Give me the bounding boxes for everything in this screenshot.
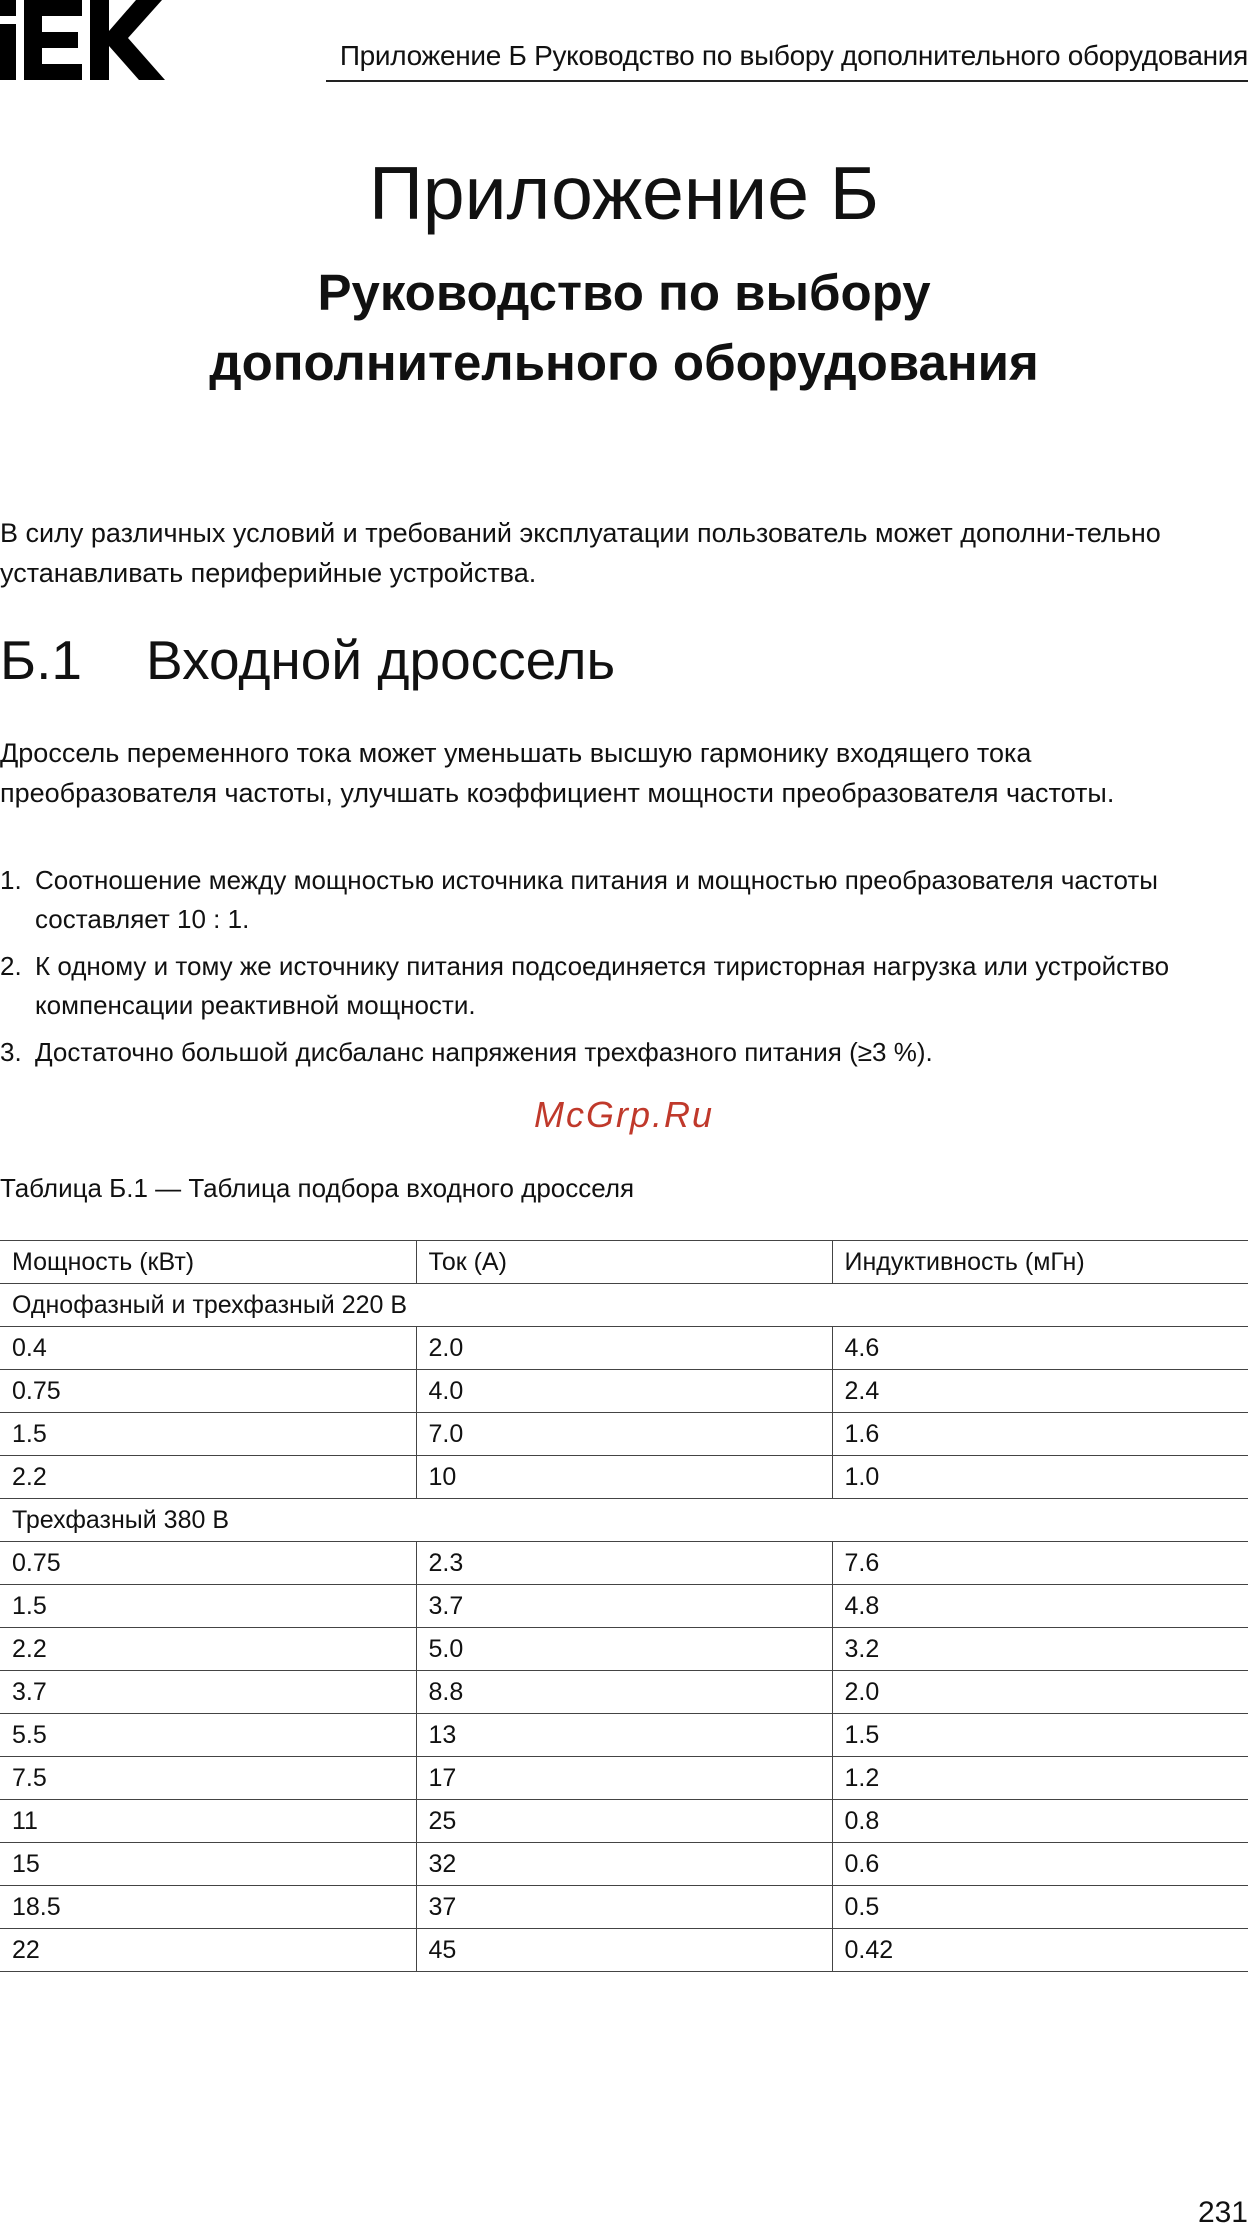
list-item-text: К одному и тому же источнику питания подсоединяется тиристорная нагрузка или устройство компенсации реактивной мощности. [35,951,1170,1020]
subtitle-line: Руководство по выбору [317,264,931,321]
table-cell: 1.5 [832,1714,1248,1757]
list-item [0,1033,1248,1072]
list-item-number: 3. [0,1037,22,1067]
table-row [0,1757,1248,1800]
group-label: Однофазный и трехфазный 220 В [0,1284,1248,1327]
reactor-selection-table [0,1240,1248,1972]
table-row [0,1628,1248,1671]
watermark: McGrp.Ru [533,1094,715,1135]
column-header: Индуктивность (мГн) [832,1241,1248,1284]
table-cell: 2.3 [416,1542,832,1585]
table-cell: 0.6 [832,1843,1248,1886]
header-rule [326,80,1248,82]
table-row [0,1327,1248,1370]
table-row [0,1929,1248,1972]
table-cell: 45 [416,1929,832,1972]
table-caption: Таблица Б.1 — Таблица подбора входного дросселя [0,1173,635,1203]
table-cell: 3.2 [832,1628,1248,1671]
table-cell: 11 [0,1800,416,1843]
group-row [0,1284,1248,1327]
appendix-title: Приложение Б [369,151,879,235]
section-heading [0,628,615,692]
appendix-subtitle [0,258,1248,398]
list-item-text: Соотношение между мощностью источника питания и мощностью преобразователя частоты составляет 10 : 1. [35,865,1158,934]
table-cell: 3.7 [0,1671,416,1714]
table-cell: 1.5 [0,1413,416,1456]
table-cell: 4.6 [832,1327,1248,1370]
table-row [0,1585,1248,1628]
table-cell: 2.0 [832,1671,1248,1714]
table-row [0,1542,1248,1585]
section-number: Б.1 [0,629,82,691]
table-cell: 5.5 [0,1714,416,1757]
table-cell: 7.6 [832,1542,1248,1585]
table-row [0,1413,1248,1456]
table-cell: 1.2 [832,1757,1248,1800]
table-cell: 37 [416,1886,832,1929]
table-cell: 7.5 [0,1757,416,1800]
list-item [0,861,1248,939]
table-cell: 0.75 [0,1370,416,1413]
table-cell: 32 [416,1843,832,1886]
table-row [0,1800,1248,1843]
section-paragraph: Дроссель переменного тока может уменьшать высшую гармонику входящего тока преобразователя частоты, улучшать коэффициент мощности преобразователя частоты. [0,738,1115,808]
list-item [0,947,1248,1025]
group-label: Трехфазный 380 В [0,1499,1248,1542]
table-row [0,1671,1248,1714]
table-cell: 2.2 [0,1628,416,1671]
table-cell: 2.4 [832,1370,1248,1413]
column-header: Ток (А) [416,1241,832,1284]
conditions-list [0,861,1248,1080]
table-row [0,1370,1248,1413]
section-title: Входной дроссель [146,629,616,691]
group-row [0,1499,1248,1542]
table-cell: 17 [416,1757,832,1800]
table-header-row [0,1241,1248,1284]
table-cell: 0.5 [832,1886,1248,1929]
table-cell: 10 [416,1456,832,1499]
list-item-number: 1. [0,865,22,895]
page-number: 231 [1197,2196,1248,2229]
running-header: Приложение Б Руководство по выбору дополнительного оборудования [339,40,1248,71]
table-cell: 3.7 [416,1585,832,1628]
table-cell: 0.4 [0,1327,416,1370]
table-cell: 7.0 [416,1413,832,1456]
column-header: Мощность (кВт) [0,1241,416,1284]
table-cell: 2.0 [416,1327,832,1370]
table-cell: 0.8 [832,1800,1248,1843]
intro-paragraph: В силу различных условий и требований эксплуатации пользователь может дополни-тельно устанавливать периферийные устройства. [0,518,1161,588]
list-item-text: Достаточно большой дисбаланс напряжения трехфазного питания (≥3 %). [35,1037,933,1067]
table-cell: 5.0 [416,1628,832,1671]
table-cell: 25 [416,1800,832,1843]
subtitle-line: дополнительного оборудования [209,334,1039,391]
table-cell: 0.75 [0,1542,416,1585]
table-cell: 0.42 [832,1929,1248,1972]
table-cell: 1.0 [832,1456,1248,1499]
iek-logo [0,0,165,80]
table-row [0,1843,1248,1886]
table-cell: 18.5 [0,1886,416,1929]
table-row [0,1714,1248,1757]
table-row [0,1886,1248,1929]
table-cell: 1.6 [832,1413,1248,1456]
list-item-number: 2. [0,951,22,981]
table-cell: 8.8 [416,1671,832,1714]
table-row [0,1456,1248,1499]
table-cell: 13 [416,1714,832,1757]
table-cell: 15 [0,1843,416,1886]
table-cell: 4.0 [416,1370,832,1413]
table-cell: 2.2 [0,1456,416,1499]
table-cell: 22 [0,1929,416,1972]
table-cell: 1.5 [0,1585,416,1628]
table-cell: 4.8 [832,1585,1248,1628]
